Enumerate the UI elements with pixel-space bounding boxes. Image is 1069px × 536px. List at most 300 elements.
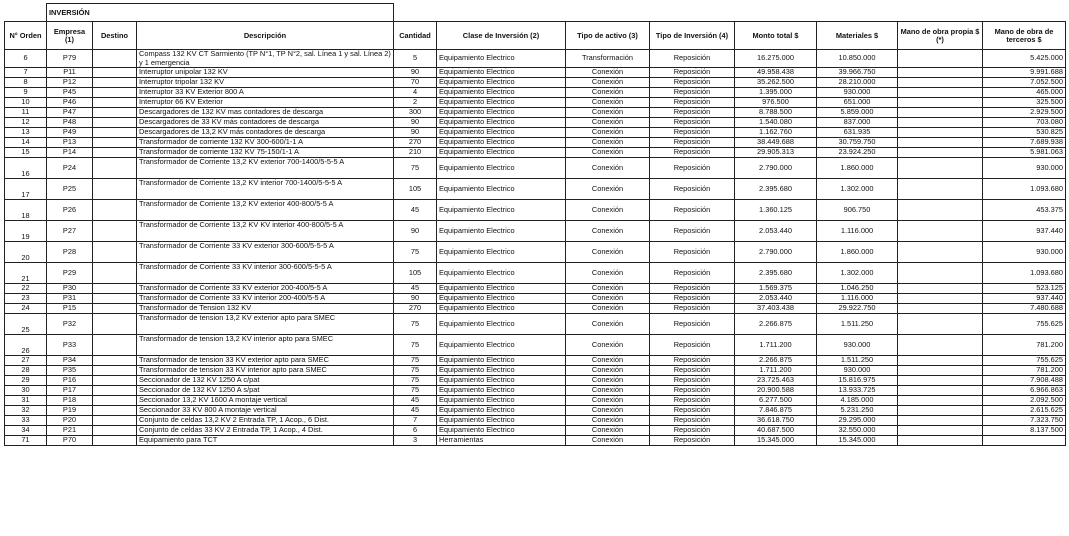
cell-mo-propia [898, 304, 983, 314]
cell-mo-terceros: 325.500 [983, 98, 1066, 108]
cell-cantidad: 45 [394, 396, 437, 406]
col-header-materiales: Materiales $ [817, 22, 898, 50]
cell-materiales: 1.116.000 [817, 294, 898, 304]
cell-tipo-inversion: Reposición [650, 406, 735, 416]
cell-empresa: P46 [47, 98, 93, 108]
cell-orden: 9 [5, 88, 47, 98]
cell-mo-terceros: 703.080 [983, 118, 1066, 128]
cell-tipo-activo: Conexión [566, 416, 650, 426]
cell-tipo-activo: Conexión [566, 396, 650, 406]
cell-descripcion: Transformador de Corriente 13,2 KV exterior 700-1400/5-5-5 A [137, 158, 394, 179]
cell-materiales: 1.116.000 [817, 221, 898, 242]
cell-orden: 26 [5, 335, 47, 356]
cell-clase: Equipamiento Electrico [437, 148, 566, 158]
cell-destino [93, 108, 137, 118]
cell-orden: 14 [5, 138, 47, 148]
cell-mo-terceros: 6.966.863 [983, 386, 1066, 396]
cell-mo-terceros: 781.200 [983, 335, 1066, 356]
cell-mo-propia [898, 294, 983, 304]
cell-empresa: P26 [47, 200, 93, 221]
cell-orden: 17 [5, 179, 47, 200]
cell-cantidad: 90 [394, 128, 437, 138]
cell-descripcion: Transformador de Corriente 33 KV exterior 300-600/5-5-5 A [137, 242, 394, 263]
cell-orden: 27 [5, 356, 47, 366]
cell-destino [93, 98, 137, 108]
cell-mo-terceros [983, 436, 1066, 446]
cell-tipo-inversion: Reposición [650, 68, 735, 78]
cell-destino [93, 436, 137, 446]
col-header-empresa: Empresa (1) [47, 22, 93, 50]
cell-descripcion: Compass 132 KV CT Sarmiento (TP N°1, TP N°2, sal. Línea 1 y sal. Línea 2) y 1 emergencia [137, 50, 394, 68]
col-header-orden: N° Orden [5, 22, 47, 50]
cell-empresa: P28 [47, 242, 93, 263]
cell-descripcion: Transformador de Corriente 33 KV exterior 200-400/5-5 A [137, 284, 394, 294]
cell-tipo-activo: Transformación [566, 50, 650, 68]
cell-cantidad: 270 [394, 304, 437, 314]
cell-descripcion: Conjunto de celdas 33 KV 2 Entrada TP, 1 Acop., 4 Dist. [137, 426, 394, 436]
cell-tipo-inversion: Reposición [650, 179, 735, 200]
cell-empresa: P14 [47, 148, 93, 158]
col-header-cantidad: Cantidad [394, 22, 437, 50]
cell-monto: 1.711.200 [735, 335, 817, 356]
cell-clase: Equipamiento Electrico [437, 128, 566, 138]
cell-monto: 6.277.500 [735, 396, 817, 406]
cell-empresa: P70 [47, 436, 93, 446]
cell-descripcion: Descargadores de 13,2 KV más contadores de descarga [137, 128, 394, 138]
cell-tipo-inversion: Reposición [650, 88, 735, 98]
cell-descripcion: Interruptor 33 KV Exterior 800 A [137, 88, 394, 98]
table-row [5, 78, 1066, 88]
cell-tipo-inversion: Reposición [650, 335, 735, 356]
cell-orden: 31 [5, 396, 47, 406]
cell-orden: 22 [5, 284, 47, 294]
cell-tipo-activo: Conexión [566, 108, 650, 118]
cell-monto: 2.395.680 [735, 179, 817, 200]
cell-monto: 1.395.000 [735, 88, 817, 98]
cell-tipo-activo: Conexión [566, 68, 650, 78]
cell-mo-terceros: 2.092.500 [983, 396, 1066, 406]
cell-tipo-inversion: Reposición [650, 138, 735, 148]
cell-cantidad: 45 [394, 200, 437, 221]
cell-tipo-activo: Conexión [566, 128, 650, 138]
cell-descripcion: Transformador de tension 33 KV interior apto para SMEC [137, 366, 394, 376]
cell-orden: 16 [5, 158, 47, 179]
cell-empresa: P49 [47, 128, 93, 138]
cell-mo-terceros: 1.093.680 [983, 179, 1066, 200]
cell-tipo-inversion: Reposición [650, 314, 735, 335]
cell-tipo-inversion: Reposición [650, 416, 735, 426]
cell-clase: Herramientas [437, 436, 566, 446]
cell-descripcion: Transformador de tension 13,2 KV exterior apto para SMEC [137, 314, 394, 335]
table-row [5, 242, 1066, 263]
cell-mo-propia [898, 376, 983, 386]
cell-tipo-activo: Conexión [566, 386, 650, 396]
cell-orden: 12 [5, 118, 47, 128]
table-row [5, 396, 1066, 406]
cell-empresa: P32 [47, 314, 93, 335]
cell-monto: 20.900.588 [735, 386, 817, 396]
cell-cantidad: 90 [394, 221, 437, 242]
col-header-destino: Destino [93, 22, 137, 50]
table-row [5, 148, 1066, 158]
header-spacer [394, 4, 1066, 22]
col-header-tipo-inversion: Tipo de Inversión (4) [650, 22, 735, 50]
cell-empresa: P12 [47, 78, 93, 88]
cell-clase: Equipamiento Electrico [437, 242, 566, 263]
investment-table [4, 3, 1066, 446]
cell-empresa: P11 [47, 68, 93, 78]
cell-destino [93, 179, 137, 200]
cell-descripcion: Seccionador de 132 KV 1250 A c/pat [137, 376, 394, 386]
cell-clase: Equipamiento Electrico [437, 335, 566, 356]
cell-mo-terceros: 937.440 [983, 221, 1066, 242]
cell-descripcion: Transformador de tension 13,2 KV interior apto para SMEC [137, 335, 394, 356]
cell-cantidad: 300 [394, 108, 437, 118]
cell-mo-terceros: 1.093.680 [983, 263, 1066, 284]
table-row [5, 335, 1066, 356]
cell-tipo-activo: Conexión [566, 263, 650, 284]
cell-tipo-activo: Conexión [566, 148, 650, 158]
cell-orden: 29 [5, 376, 47, 386]
cell-monto: 16.275.000 [735, 50, 817, 68]
cell-cantidad: 75 [394, 242, 437, 263]
cell-mo-propia [898, 128, 983, 138]
cell-mo-propia [898, 263, 983, 284]
cell-tipo-inversion: Reposición [650, 356, 735, 366]
cell-tipo-activo: Conexión [566, 138, 650, 148]
cell-materiales: 29.922.750 [817, 304, 898, 314]
cell-mo-propia [898, 148, 983, 158]
cell-materiales: 39.966.750 [817, 68, 898, 78]
cell-cantidad: 4 [394, 88, 437, 98]
cell-tipo-inversion: Reposición [650, 386, 735, 396]
cell-tipo-activo: Conexión [566, 158, 650, 179]
cell-empresa: P25 [47, 179, 93, 200]
col-header-descripcion: Descripción [137, 22, 394, 50]
cell-mo-terceros: 2.929.500 [983, 108, 1066, 118]
cell-clase: Equipamiento Electrico [437, 284, 566, 294]
cell-descripcion: Transformador de corriente 132 KV 75-150/1-1 A [137, 148, 394, 158]
cell-destino [93, 68, 137, 78]
cell-orden: 13 [5, 128, 47, 138]
table-row [5, 406, 1066, 416]
cell-empresa: P47 [47, 108, 93, 118]
cell-empresa: P13 [47, 138, 93, 148]
table-row [5, 436, 1066, 446]
cell-tipo-activo: Conexión [566, 335, 650, 356]
cell-clase: Equipamiento Electrico [437, 294, 566, 304]
cell-cantidad: 7 [394, 416, 437, 426]
cell-descripcion: Equipamiento para TCT [137, 436, 394, 446]
cell-cantidad: 75 [394, 356, 437, 366]
cell-empresa: P19 [47, 406, 93, 416]
cell-mo-propia [898, 396, 983, 406]
cell-destino [93, 406, 137, 416]
cell-materiales: 930.000 [817, 88, 898, 98]
cell-mo-propia [898, 98, 983, 108]
table-row [5, 263, 1066, 284]
cell-clase: Equipamiento Electrico [437, 263, 566, 284]
cell-destino [93, 314, 137, 335]
cell-descripcion: Interruptor tripolar 132 KV [137, 78, 394, 88]
cell-materiales: 32.550.000 [817, 426, 898, 436]
cell-materiales: 5.859.000 [817, 108, 898, 118]
cell-mo-terceros: 8.137.500 [983, 426, 1066, 436]
cell-monto: 7.846.875 [735, 406, 817, 416]
cell-tipo-activo: Conexión [566, 304, 650, 314]
cell-empresa: P27 [47, 221, 93, 242]
cell-monto: 2.790.000 [735, 158, 817, 179]
cell-clase: Equipamiento Electrico [437, 304, 566, 314]
cell-descripcion: Interruptor 66 KV Exterior [137, 98, 394, 108]
cell-destino [93, 78, 137, 88]
cell-materiales: 930.000 [817, 335, 898, 356]
cell-orden: 34 [5, 426, 47, 436]
cell-destino [93, 304, 137, 314]
cell-cantidad: 105 [394, 263, 437, 284]
cell-tipo-inversion: Reposición [650, 263, 735, 284]
col-header-clase: Clase de Inversión (2) [437, 22, 566, 50]
cell-mo-propia [898, 335, 983, 356]
cell-orden: 25 [5, 314, 47, 335]
cell-destino [93, 284, 137, 294]
cell-empresa: P45 [47, 88, 93, 98]
cell-monto: 38.449.688 [735, 138, 817, 148]
cell-mo-propia [898, 78, 983, 88]
col-header-mo-propia: Mano de obra propia $ (*) [898, 22, 983, 50]
cell-monto: 976.500 [735, 98, 817, 108]
cell-monto: 2.053.440 [735, 221, 817, 242]
cell-cantidad: 45 [394, 284, 437, 294]
cell-clase: Equipamiento Electrico [437, 200, 566, 221]
cell-orden: 71 [5, 436, 47, 446]
cell-tipo-activo: Conexión [566, 118, 650, 128]
table-row [5, 416, 1066, 426]
cell-orden: 24 [5, 304, 47, 314]
cell-tipo-activo: Conexión [566, 294, 650, 304]
table-row [5, 366, 1066, 376]
cell-empresa: P24 [47, 158, 93, 179]
cell-cantidad: 3 [394, 436, 437, 446]
cell-cantidad: 210 [394, 148, 437, 158]
cell-tipo-activo: Conexión [566, 406, 650, 416]
table-row [5, 88, 1066, 98]
cell-empresa: P17 [47, 386, 93, 396]
cell-cantidad: 105 [394, 179, 437, 200]
cell-materiales: 30.759.750 [817, 138, 898, 148]
cell-monto: 8.788.500 [735, 108, 817, 118]
cell-empresa: P29 [47, 263, 93, 284]
cell-materiales: 4.185.000 [817, 396, 898, 406]
cell-tipo-activo: Conexión [566, 200, 650, 221]
cell-cantidad: 75 [394, 376, 437, 386]
cell-tipo-activo: Conexión [566, 284, 650, 294]
cell-mo-propia [898, 108, 983, 118]
cell-empresa: P35 [47, 366, 93, 376]
cell-mo-terceros: 7.323.750 [983, 416, 1066, 426]
cell-mo-propia [898, 386, 983, 396]
table-row [5, 50, 1066, 68]
cell-orden: 28 [5, 366, 47, 376]
section-title: INVERSIÓN [47, 4, 394, 22]
cell-orden: 30 [5, 386, 47, 396]
cell-monto: 1.360.125 [735, 200, 817, 221]
cell-clase: Equipamiento Electrico [437, 88, 566, 98]
cell-clase: Equipamiento Electrico [437, 406, 566, 416]
cell-clase: Equipamiento Electrico [437, 158, 566, 179]
cell-clase: Equipamiento Electrico [437, 314, 566, 335]
cell-clase: Equipamiento Electrico [437, 221, 566, 242]
cell-descripcion: Transformador de Corriente 13,2 KV exterior 400-800/5-5 A [137, 200, 394, 221]
cell-monto: 37.403.438 [735, 304, 817, 314]
cell-orden: 11 [5, 108, 47, 118]
cell-cantidad: 75 [394, 335, 437, 356]
cell-materiales: 1.302.000 [817, 179, 898, 200]
table-row [5, 284, 1066, 294]
cell-tipo-activo: Conexión [566, 98, 650, 108]
cell-materiales: 651.000 [817, 98, 898, 108]
cell-cantidad: 75 [394, 158, 437, 179]
cell-orden: 21 [5, 263, 47, 284]
cell-descripcion: Descargadores de 132 KV mas contadores de descarga [137, 108, 394, 118]
cell-materiales: 29.295.000 [817, 416, 898, 426]
cell-mo-terceros: 523.125 [983, 284, 1066, 294]
cell-clase: Equipamiento Electrico [437, 138, 566, 148]
cell-clase: Equipamiento Electrico [437, 366, 566, 376]
cell-mo-terceros: 7.052.500 [983, 78, 1066, 88]
cell-empresa: P33 [47, 335, 93, 356]
cell-destino [93, 200, 137, 221]
cell-descripcion: Interruptor unipolar 132 KV [137, 68, 394, 78]
cell-clase: Equipamiento Electrico [437, 98, 566, 108]
cell-tipo-inversion: Reposición [650, 158, 735, 179]
cell-mo-terceros: 930.000 [983, 242, 1066, 263]
cell-mo-propia [898, 314, 983, 335]
cell-destino [93, 366, 137, 376]
cell-mo-terceros: 453.375 [983, 200, 1066, 221]
cell-materiales: 906.750 [817, 200, 898, 221]
cell-empresa: P20 [47, 416, 93, 426]
cell-tipo-activo: Conexión [566, 242, 650, 263]
cell-mo-terceros: 7.480.688 [983, 304, 1066, 314]
cell-clase: Equipamiento Electrico [437, 426, 566, 436]
cell-orden: 18 [5, 200, 47, 221]
cell-materiales: 1.511.250 [817, 356, 898, 366]
cell-tipo-activo: Conexión [566, 78, 650, 88]
cell-mo-propia [898, 179, 983, 200]
cell-tipo-inversion: Reposición [650, 436, 735, 446]
cell-mo-terceros: 9.991.688 [983, 68, 1066, 78]
cell-tipo-activo: Conexión [566, 356, 650, 366]
cell-mo-terceros: 937.440 [983, 294, 1066, 304]
cell-monto: 36.618.750 [735, 416, 817, 426]
cell-destino [93, 128, 137, 138]
cell-mo-terceros: 930.000 [983, 158, 1066, 179]
cell-mo-propia [898, 158, 983, 179]
cell-tipo-activo: Conexión [566, 426, 650, 436]
cell-clase: Equipamiento Electrico [437, 68, 566, 78]
cell-clase: Equipamiento Electrico [437, 78, 566, 88]
cell-cantidad: 90 [394, 118, 437, 128]
cell-tipo-inversion: Reposición [650, 426, 735, 436]
cell-orden: 15 [5, 148, 47, 158]
corner-cell [5, 4, 47, 22]
cell-mo-propia [898, 200, 983, 221]
cell-cantidad: 75 [394, 366, 437, 376]
cell-empresa: P15 [47, 304, 93, 314]
cell-monto: 1.711.200 [735, 366, 817, 376]
cell-mo-terceros: 7.908.488 [983, 376, 1066, 386]
cell-mo-propia [898, 88, 983, 98]
cell-cantidad: 270 [394, 138, 437, 148]
cell-empresa: P31 [47, 294, 93, 304]
cell-tipo-inversion: Reposición [650, 98, 735, 108]
cell-tipo-inversion: Reposición [650, 128, 735, 138]
table-row [5, 304, 1066, 314]
cell-destino [93, 396, 137, 406]
cell-mo-propia [898, 426, 983, 436]
cell-materiales: 13.933.725 [817, 386, 898, 396]
table-row [5, 386, 1066, 396]
cell-mo-propia [898, 436, 983, 446]
cell-tipo-activo: Conexión [566, 221, 650, 242]
cell-monto: 2.790.000 [735, 242, 817, 263]
cell-mo-propia [898, 356, 983, 366]
cell-empresa: P79 [47, 50, 93, 68]
cell-mo-terceros: 465.000 [983, 88, 1066, 98]
cell-materiales: 15.816.975 [817, 376, 898, 386]
table-row [5, 138, 1066, 148]
cell-clase: Equipamiento Electrico [437, 386, 566, 396]
cell-tipo-inversion: Reposición [650, 294, 735, 304]
cell-monto: 35.262.500 [735, 78, 817, 88]
cell-materiales: 930.000 [817, 366, 898, 376]
cell-destino [93, 335, 137, 356]
cell-orden: 20 [5, 242, 47, 263]
cell-descripcion: Transformador de Corriente 33 KV interior 300-600/5-5-5 A [137, 263, 394, 284]
cell-empresa: P34 [47, 356, 93, 366]
table-row [5, 128, 1066, 138]
cell-descripcion: Conjunto de celdas 13,2 KV 2 Entrada TP, 1 Acop., 6 Dist. [137, 416, 394, 426]
cell-cantidad: 90 [394, 294, 437, 304]
table-body [5, 50, 1066, 446]
cell-destino [93, 138, 137, 148]
cell-cantidad: 75 [394, 386, 437, 396]
cell-monto: 2.266.875 [735, 356, 817, 366]
cell-descripcion: Transformador de corriente 132 KV 300-600/1-1 A [137, 138, 394, 148]
cell-tipo-inversion: Reposición [650, 148, 735, 158]
cell-tipo-inversion: Reposición [650, 118, 735, 128]
cell-destino [93, 416, 137, 426]
cell-cantidad: 6 [394, 426, 437, 436]
cell-mo-propia [898, 284, 983, 294]
cell-clase: Equipamiento Electrico [437, 376, 566, 386]
cell-destino [93, 148, 137, 158]
cell-clase: Equipamiento Electrico [437, 108, 566, 118]
cell-materiales: 28.210.000 [817, 78, 898, 88]
cell-destino [93, 294, 137, 304]
cell-monto: 40.687.500 [735, 426, 817, 436]
table-row [5, 179, 1066, 200]
cell-materiales: 5.231.250 [817, 406, 898, 416]
cell-tipo-inversion: Reposición [650, 376, 735, 386]
cell-mo-propia [898, 406, 983, 416]
cell-tipo-inversion: Reposición [650, 108, 735, 118]
cell-cantidad: 75 [394, 314, 437, 335]
cell-mo-propia [898, 68, 983, 78]
cell-tipo-inversion: Reposición [650, 50, 735, 68]
cell-mo-terceros: 7.689.938 [983, 138, 1066, 148]
